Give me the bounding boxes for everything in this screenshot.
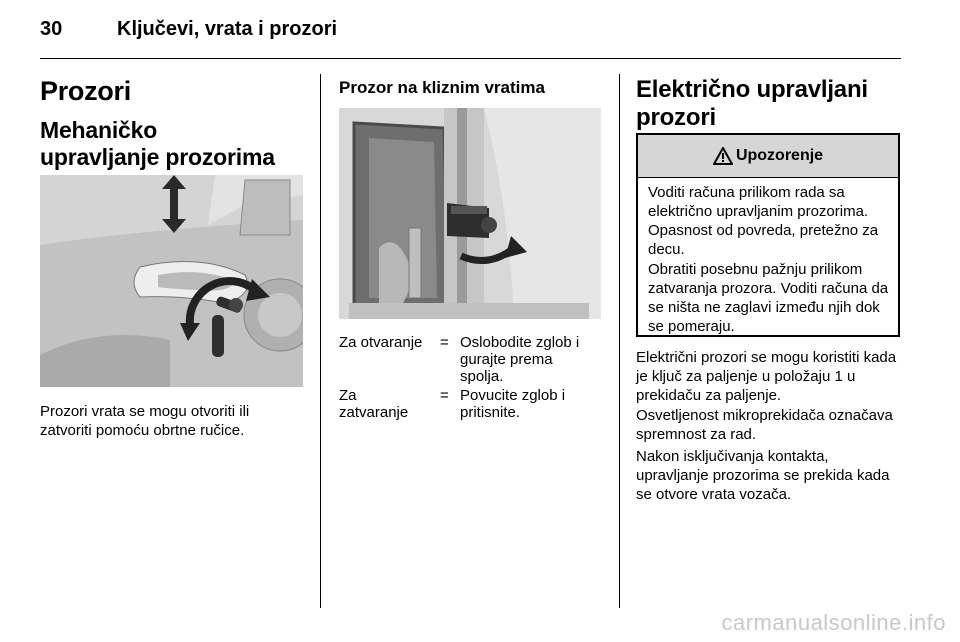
definition-term: Za otvaranje xyxy=(339,334,423,351)
right-paragraph-2: Osvetljenost mikroprekidača označava spremnost za rad. xyxy=(636,407,893,443)
definition-row xyxy=(339,334,601,386)
warning-header xyxy=(638,135,898,178)
column-divider-1 xyxy=(320,74,321,608)
section-heading: Prozori xyxy=(40,76,131,106)
right-paragraph-1: Električni prozori se mogu koristiti kada je ključ za paljenje u položaju 1 u prekidaču za paljenje. xyxy=(636,349,897,404)
sliding-door-heading: Prozor na kliznim vratima xyxy=(339,78,545,97)
page-number: 30 xyxy=(40,18,63,40)
warning-triangle-icon xyxy=(713,147,733,165)
watermark: carmanualsonline.info xyxy=(721,610,946,635)
definition-description: Povucite zglob i pritisnite. xyxy=(460,387,566,421)
column-divider-2 xyxy=(619,74,620,608)
warning-paragraph-1: Voditi računa prilikom rada sa električno upravljanim prozorima. Opasnost od povreda, pretežno za decu. xyxy=(648,184,879,258)
window-crank-illustration xyxy=(40,175,303,387)
definition-equals: = xyxy=(440,334,449,351)
right-paragraph-3: Nakon isključivanja kontakta, upravljanje prozorima se prekida kada se otvore vrata vozača. xyxy=(636,448,890,503)
definition-term: Za zatvaranje xyxy=(339,387,409,421)
definition-equals: = xyxy=(440,387,449,404)
chapter-title: Ključevi, vrata i prozori xyxy=(117,18,338,40)
definition-description: Oslobodite zglob i gurajte prema spolja. xyxy=(460,334,580,385)
warning-box xyxy=(636,133,900,337)
subsection-heading: Mehaničko upravljanje prozorima xyxy=(40,117,275,170)
power-windows-heading: Električno upravljani prozori xyxy=(636,76,868,131)
warning-title: Upozorenje xyxy=(735,147,824,164)
sliding-window-illustration xyxy=(339,108,601,319)
warning-paragraph-2: Obratiti posebnu pažnju prilikom zatvaranja prozora. Voditi računa da se ništa ne zaglavi između njih dok se pomeraju. xyxy=(648,261,889,335)
header-rule xyxy=(40,58,901,59)
left-paragraph: Prozori vrata se mogu otvoriti ili zatvoriti pomoću obrtne ručice. xyxy=(40,403,250,439)
definition-row xyxy=(339,387,601,427)
